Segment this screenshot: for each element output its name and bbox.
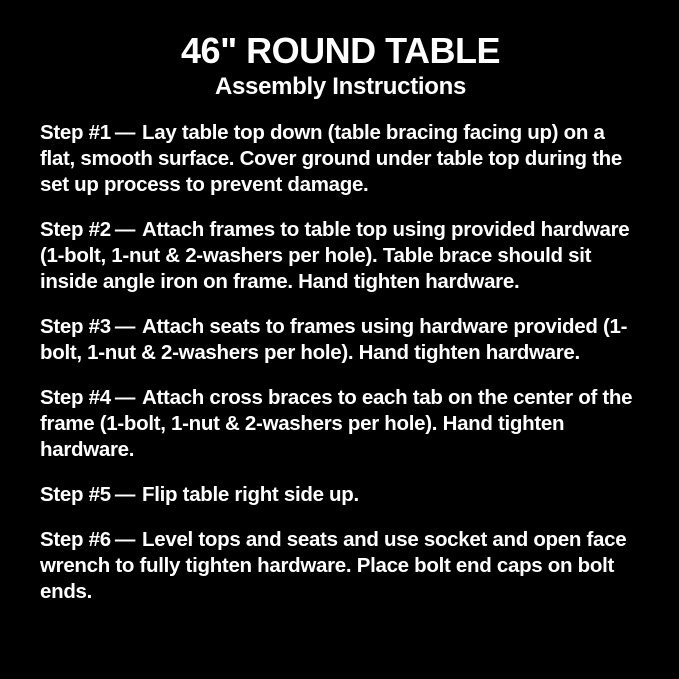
step-5-label: Step #5 (40, 483, 111, 507)
step-6-text: Level tops and seats and use socket and open face wrench to fully tighten hardware. Place bolt end caps on bolt ends. (40, 528, 627, 604)
step-6-separator: — (114, 528, 136, 552)
step-4-text: Attach cross braces to each tab on the center of the frame (1-bolt, 1-nut & 2-washers per hole). Hand tighten hardware. (40, 386, 633, 462)
page-subtitle: Assembly Instructions (214, 73, 467, 101)
step-4-label: Step #4 (40, 386, 111, 410)
header (40, 30, 641, 102)
step-6-label: Step #6 (40, 528, 111, 552)
step-4 (40, 385, 641, 463)
step-3 (40, 314, 641, 366)
step-2 (40, 217, 641, 295)
step-6 (40, 527, 641, 605)
step-1-text: Lay table top down (table bracing facing up) on a flat, smooth surface. Cover ground under table top during the set up process to prevent damage. (40, 121, 622, 197)
step-3-separator: — (114, 315, 136, 339)
step-4-separator: — (114, 386, 136, 410)
step-5 (40, 482, 641, 508)
step-1-separator: — (114, 121, 136, 145)
step-1 (40, 120, 641, 198)
step-2-text: Attach frames to table top using provided hardware (1-bolt, 1-nut & 2-washers per hole). Table brace should sit inside angle iron on frame. Hand tighten hardware. (40, 218, 630, 294)
steps-list (40, 120, 641, 605)
page-title: 46" ROUND TABLE (181, 30, 500, 71)
step-2-label: Step #2 (40, 218, 111, 242)
step-3-label: Step #3 (40, 315, 111, 339)
step-1-label: Step #1 (40, 121, 111, 145)
step-5-text: Flip table right side up. (142, 483, 359, 507)
step-3-text: Attach seats to frames using hardware provided (1-bolt, 1-nut & 2-washers per hole). Hand tighten hardware. (40, 315, 628, 365)
step-2-separator: — (114, 218, 136, 242)
step-5-separator: — (114, 483, 136, 507)
